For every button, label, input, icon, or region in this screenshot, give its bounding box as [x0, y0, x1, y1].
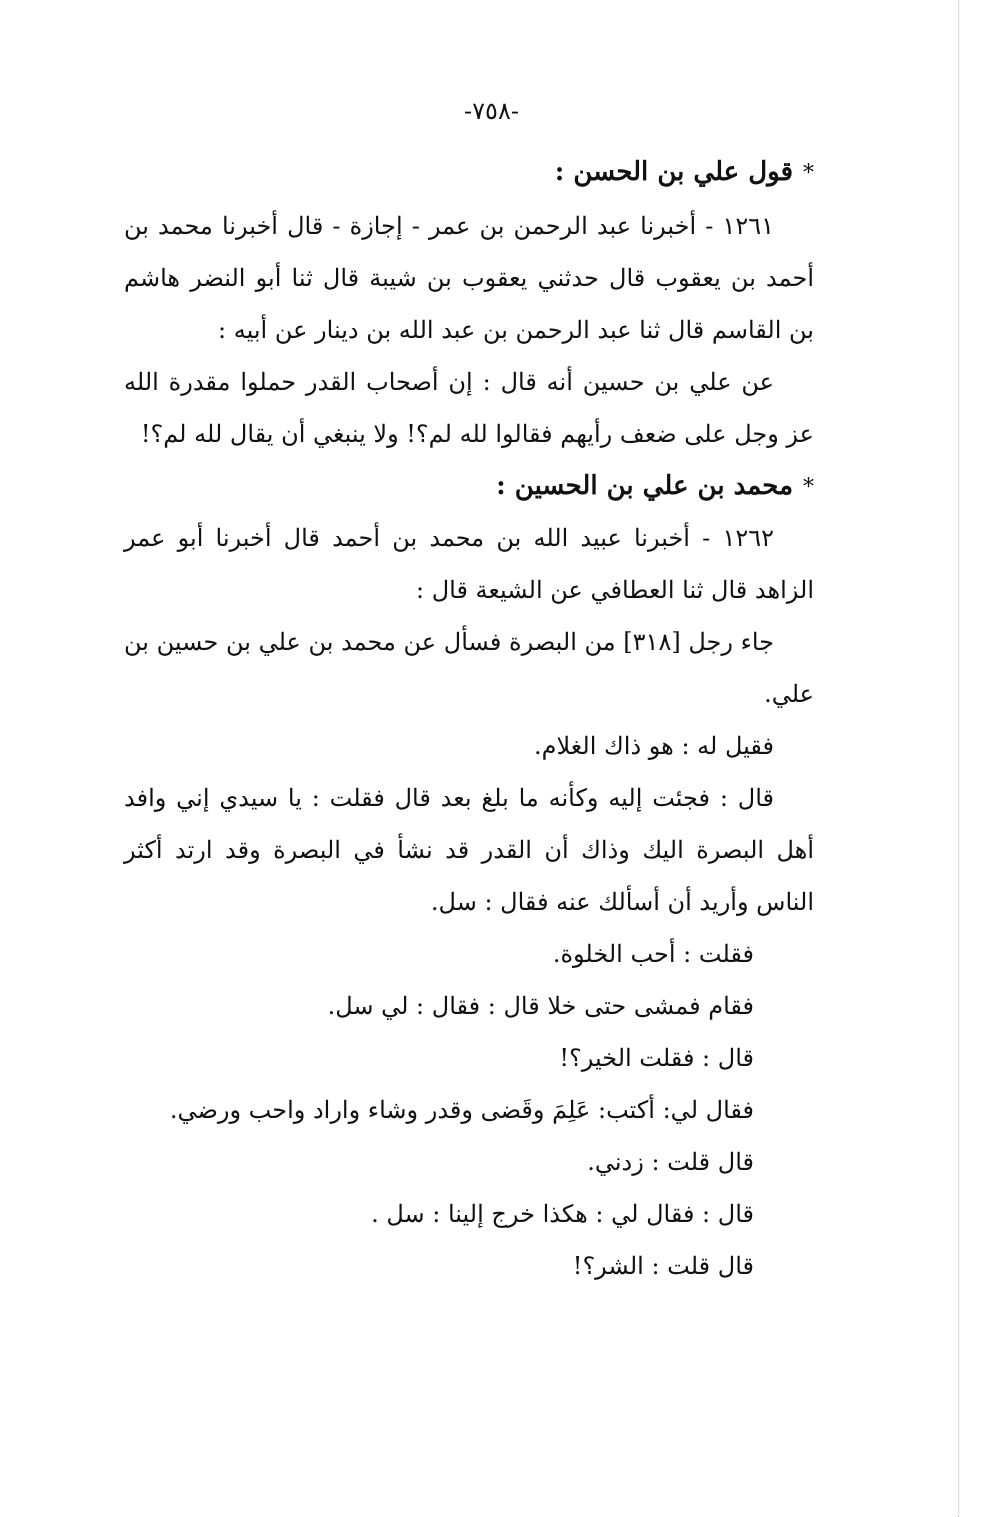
narration-paragraph: ١٢٦٢ - أخبرنا عبيد الله بن محمد بن أحمد قال أخبرنا أبو عمر الزاهد قال ثنا العطافي عن الشيعة قال :: [124, 524, 814, 604]
page-number: -٧٥٨-: [464, 97, 519, 125]
heading-text: محمد بن علي بن الحسين :: [496, 471, 793, 501]
heading-marker: *: [803, 475, 814, 500]
heading-marker: *: [803, 161, 814, 186]
section-body-1: [124, 200, 814, 460]
section-heading-2: [124, 466, 814, 508]
dialogue-line: قال قلت : الشر؟!: [572, 1252, 754, 1280]
dialogue-block: [124, 928, 814, 1292]
dialogue-line: فقلت : أحب الخلوة.: [552, 940, 754, 968]
story-paragraph: قال : فجئت إليه وكأنه ما بلغ بعد قال فقلت : يا سيدي إني وافد أهل البصرة اليك وذاك أن القدر قد نشأ في البصرة وقد ارتد أكثر الناس وأريد أن أسألك عنه فقال : سل.: [124, 784, 814, 916]
dialogue-line: قال : فقلت الخير؟!: [559, 1044, 754, 1072]
section-body-2: [124, 512, 814, 928]
dialogue-line: قال : فقال لي : هكذا خرج إلينا : سل .: [371, 1200, 754, 1228]
story-paragraph: فقيل له : هو ذاك الغلام.: [534, 732, 774, 760]
story-paragraph: جاء رجل [٣١٨] من البصرة فسأل عن محمد بن علي بن حسين بن علي.: [124, 628, 814, 708]
page-edge-divider: [958, 0, 959, 1517]
heading-text: قول علي بن الحسن :: [554, 157, 793, 187]
section-heading-1: [124, 152, 814, 194]
narration-paragraph: ١٢٦١ - أخبرنا عبد الرحمن بن عمر - إجازة - قال أخبرنا محمد بن أحمد بن يعقوب قال حدثني يعقوب بن شيبة قال ثنا أبو النضر هاشم بن القاسم قال ثنا عبد الرحمن بن عبد الله بن دينار عن أبيه :: [124, 212, 814, 344]
dialogue-line: قال قلت : زدني.: [587, 1148, 754, 1176]
quote-paragraph: عن علي بن حسين أنه قال : إن أصحاب القدر حملوا مقدرة الله عز وجل على ضعف رأيهم فقالوا لله لم؟! ولا ينبغي أن يقال لله لم؟!: [124, 368, 814, 448]
dialogue-line: فقام فمشى حتى خلا قال : فقال : لي سل.: [327, 992, 754, 1020]
dialogue-line: فقال لي: أكتب: عَلِمَ وقَضى وقدر وشاء واراد واحب ورضي.: [169, 1096, 754, 1124]
